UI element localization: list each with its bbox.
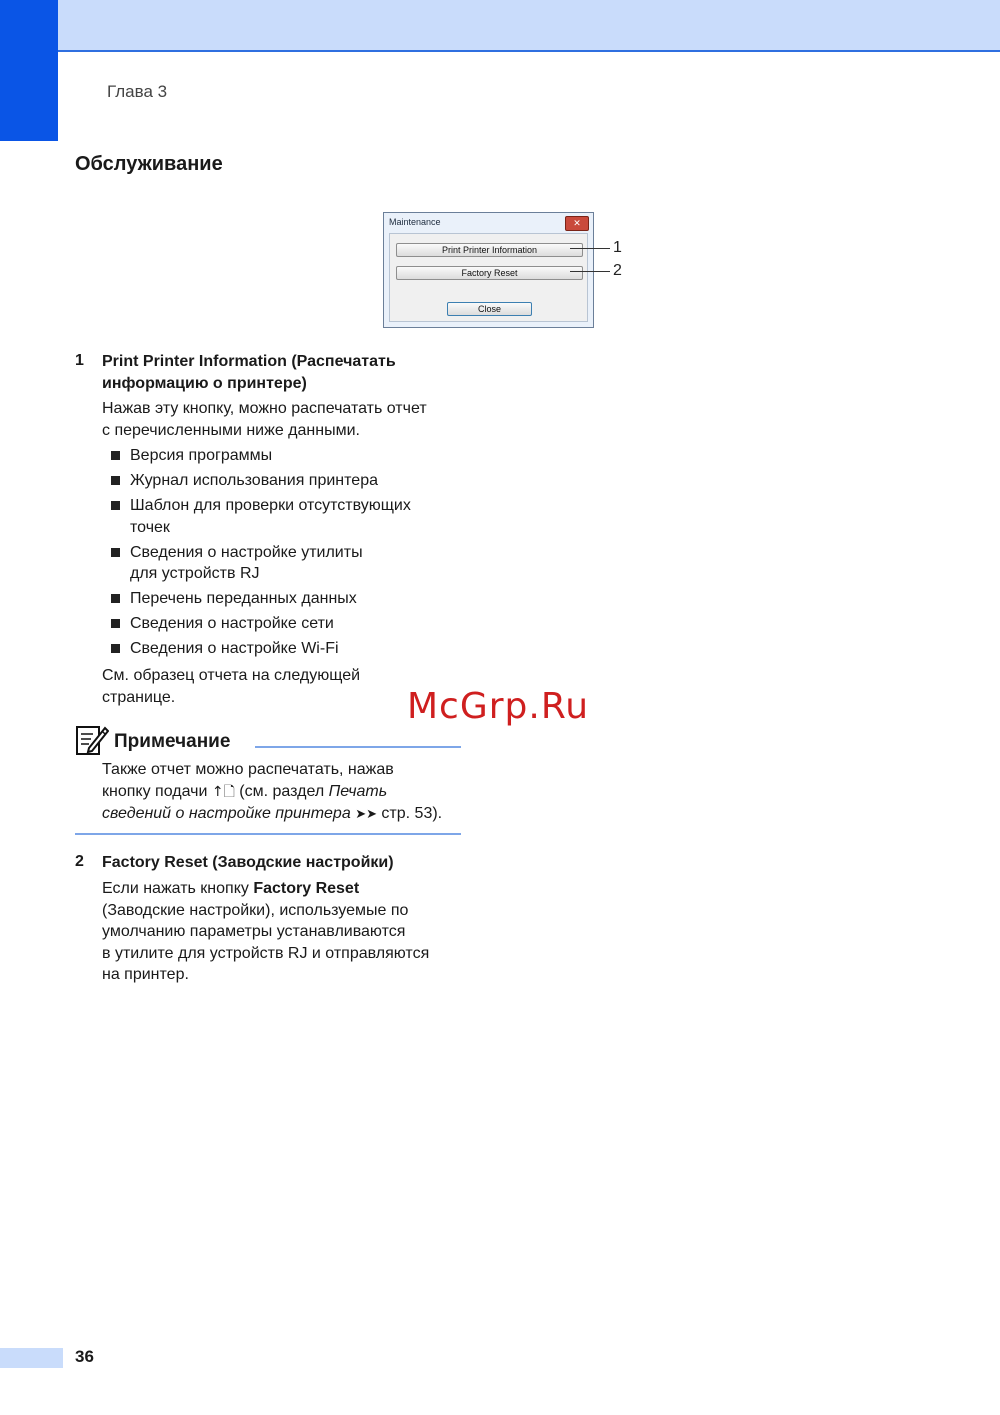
item-2-line4: в утилите для устройств RJ и отправляются [102,944,430,962]
item-heading-2: Factory Reset (Заводские настройки) [102,854,394,871]
item-1-outro-line2: странице. [102,688,176,706]
reference-arrows-icon: ➤➤ [355,807,377,822]
note-line3: сведений о настройке принтера ➤➤ стр. 53). [102,805,443,822]
bullet-square-icon [111,501,120,510]
note-line2: кнопку подачи ↑🗋 (см. раздел Печать [102,782,388,800]
factory-reset-button[interactable]: Factory Reset [396,266,583,280]
bullet-square-icon [111,548,120,557]
item-number-1: 1 [75,352,84,369]
item-heading-1-line2: информацию о принтере) [102,375,307,392]
item-1-intro [102,398,482,441]
list-item: Сведения о настройке сети [110,613,470,635]
item-2-text [102,878,482,986]
info-bullet-list [110,445,470,663]
footer-band [0,1348,63,1368]
note-title-rule [255,746,461,748]
callout-number-2: 2 [613,262,622,279]
callout-number-1: 1 [613,239,622,256]
item-heading-1 [102,351,482,395]
item-2-line5: на принтер. [102,966,189,983]
print-printer-information-button[interactable]: Print Printer Information [396,243,583,257]
item-2-line2: (Заводские настройки), используемые по [102,901,409,919]
list-item: Журнал использования принтера [110,470,470,492]
dialog-title: Maintenance [389,217,441,227]
item-1-intro-line2: с перечисленными ниже данными. [102,421,360,439]
bullet-square-icon [111,644,120,653]
dialog-body [389,233,588,322]
item-2-line1: Если нажать кнопку Factory Reset [102,880,360,897]
header-band [0,0,1000,52]
chapter-label: Глава 3 [107,82,168,101]
maintenance-dialog [383,212,594,328]
item-1-outro-line1: См. образец отчета на следующей [102,667,361,684]
note-bottom-rule [75,833,461,835]
callout-line-1 [570,248,610,249]
list-item: Версия программы [110,445,470,467]
note-link-part2[interactable]: сведений о настройке принтера [102,805,351,822]
dialog-close-icon[interactable]: ✕ [565,216,589,231]
bullet-square-icon [111,594,120,603]
close-button[interactable]: Close [447,302,532,316]
note-title: Примечание [114,731,231,752]
note-line1: Также отчет можно распечатать, нажав [102,761,394,778]
note-pencil-icon [75,722,109,756]
callout-line-2 [570,271,610,272]
bullet-square-icon [111,476,120,485]
item-1-intro-line1: Нажав эту кнопку, можно распечатать отчет [102,400,427,417]
bullet-square-icon [111,451,120,460]
note-text [102,759,482,826]
list-item: Перечень переданных данных [110,588,470,610]
item-heading-1-line1: Print Printer Information (Распечатать [102,353,396,370]
bullet-square-icon [111,619,120,628]
list-item: Шаблон для проверки отсутствующих точек [110,495,470,538]
chapter-tab [0,0,58,141]
section-title: Обслуживание [75,153,223,175]
feed-button-icon: ↑🗋 [211,783,235,800]
watermark: McGrp.Ru [407,686,590,727]
list-item: Сведения о настройке утилиты для устройств RJ [110,542,470,585]
list-item: Сведения о настройке Wi-Fi [110,638,470,660]
item-2-line3: умолчанию параметры устанавливаются [102,923,406,940]
item-number-2: 2 [75,853,84,870]
note-link-part1[interactable]: Печать [328,782,388,800]
page-number: 36 [75,1347,94,1366]
